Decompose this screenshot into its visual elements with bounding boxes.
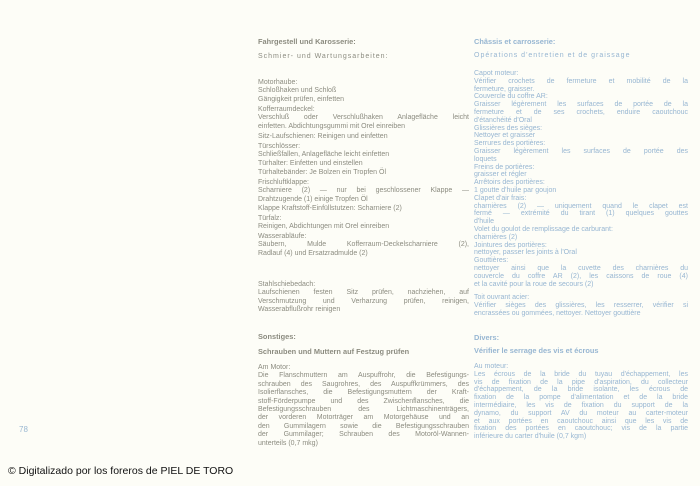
section-heading <box>474 38 688 46</box>
text-line: d'huile <box>474 218 495 226</box>
text-line: den Gummilagern sowie die Befestigungsschrauben <box>258 422 469 430</box>
text-line: Graisser légèrement les surfaces de portée de la <box>474 101 688 109</box>
text-line: Türfalz: <box>258 215 282 222</box>
text-line: Toit ouvrant acier: <box>474 294 530 301</box>
text-line: Wasserabläufe: <box>258 233 307 240</box>
paragraph <box>258 215 469 232</box>
text-line: Isolierflansches, die Befestigungsmuttern der Kraft- <box>258 389 469 397</box>
text-line: Wasserabflußrohr reinigen <box>258 306 341 314</box>
paragraph <box>258 179 469 204</box>
text-line: 1 goutte d'huile par goujon <box>474 186 557 194</box>
text-line: Motorhaube: <box>258 79 298 86</box>
text-line: Verschluß oder Verschlußhaken Anlagefläche leicht <box>258 114 469 122</box>
text-line: Schloßhaken und Schloß <box>258 87 337 95</box>
text-line: Schrauben und Muttern auf Festzug prüfen <box>258 347 410 356</box>
text-line: nettoyer, passer les joints à l'Oral <box>474 249 577 257</box>
text-line: et la cavité pour la roue de secours (2) <box>474 280 594 288</box>
text-line: Arrêtoirs des portières: <box>474 179 545 187</box>
page-number: 78 <box>19 425 28 434</box>
scan-credit: © Digitalizado por los foreros de PIEL DE TORO <box>8 465 234 477</box>
section-heading <box>258 38 469 46</box>
text-line: Klappe Kraftstoff-Einfüllstutzen: Scharniere (2) <box>258 205 402 212</box>
text-line: fixation de la pompe d'alimentation et de la bride <box>474 394 688 402</box>
text-line: Opérations d'entretien et de graissage <box>474 52 631 59</box>
text-line: Schließfallen, Anlagefläche leicht einfetten <box>258 151 390 159</box>
paragraph <box>258 205 469 213</box>
text-line: Capot moteur: <box>474 70 519 77</box>
text-line: Am Motor: <box>258 364 291 371</box>
text-line: Scharniere (2) — nur bei geschlossener Klappe — <box>258 187 469 195</box>
text-line: Vérifier sièges des glissières, les resserrer, vérifier si <box>474 301 688 309</box>
text-line: Befestigungsschrauben des Lichtmaschinenträgers, <box>258 406 469 414</box>
text-line: Couvercle du coffre AR: <box>474 93 548 101</box>
text-line: Sonstiges: <box>258 332 296 341</box>
text-line: fixation des portées en caoutchouc; vis de la partie <box>474 425 688 433</box>
text-line: Clapet d'air frais: <box>474 194 527 202</box>
text-line: Laufschienen festen Sitz prüfen, nachziehen, auf <box>258 289 469 297</box>
section-subtitle <box>258 53 469 61</box>
text-line: et aux portées en caoutchouc ainsi que les vis de <box>474 417 688 425</box>
text-line: Verschmutzung und Verharzung prüfen, reinigen, <box>258 297 469 305</box>
text-line: vis de fixation de la pipe d'aspiration, du collecteur <box>474 378 688 386</box>
text-line: Stahlschiebedach: <box>258 281 316 288</box>
paragraph <box>474 363 688 441</box>
paragraph <box>258 281 469 315</box>
paragraph <box>258 169 469 177</box>
section-subtitle <box>474 52 688 60</box>
text-line: loquets <box>474 155 497 163</box>
text-line: Freins de portières: <box>474 163 535 171</box>
text-line: Jointures des portières: <box>474 241 547 249</box>
paragraph <box>258 233 469 258</box>
text-line: Divers: <box>474 333 500 342</box>
text-line: Kofferraumdeckel: <box>258 106 315 113</box>
paragraph <box>258 79 469 104</box>
text-line: nettoyer ainsi que la cuvette des charnières du <box>474 264 688 272</box>
text-line: der Gummilager; Schrauben des Motoröl-Wannen- <box>258 431 469 439</box>
text-line: stoff-Förderpumpe und des Zwischenflansches, die <box>258 397 469 405</box>
text-line: Gängigkeit prüfen, einfetten <box>258 95 345 103</box>
text-line: Vérifier le serrage des vis et écrous <box>474 346 599 355</box>
text-line: fermeture, graisser. <box>474 85 535 93</box>
paragraph <box>258 160 469 168</box>
text-line: Nettoyer et graisser <box>474 132 536 140</box>
text-line: fermeture et de ses crochets, enduire caoutchouc <box>474 108 688 116</box>
text-line: graisser et régler <box>474 171 527 179</box>
text-line: Türschlösser: <box>258 143 301 150</box>
text-line: Schmier- und Wartungsarbeiten: <box>258 53 389 60</box>
text-line: encrassées ou gommées, nettoyer. Nettoyer gouttière <box>474 309 641 317</box>
section-heading <box>474 334 688 342</box>
text-line: d'étanchéité d'Oral <box>474 116 532 124</box>
text-line: Radlauf (4) und Ersatzradmulde (2) <box>258 249 368 257</box>
text-line: intermédiaire, les vis de fixation du support de la <box>474 401 688 409</box>
text-line: Gouttières: <box>474 257 509 265</box>
text-line: Sitz-Laufschienen: Reinigen und einfetten <box>258 133 388 140</box>
text-line: Serrures des portières: <box>474 140 546 148</box>
paragraph <box>258 364 469 448</box>
section-heading <box>258 333 469 341</box>
text-line: Die Flanschmuttern am Auspuffrohr, die Befestigungs- <box>258 372 469 380</box>
text-line: Drahtzugende (1) einige Tropfen Öl <box>258 195 368 203</box>
text-line: d'échappement, de la bride isolante, les écrous de <box>474 386 688 394</box>
text-line: inférieure du carter d'huile (0,7 kgm) <box>474 433 587 441</box>
text-line: Châssis et carrosserie: <box>474 37 556 46</box>
paragraph <box>258 143 469 160</box>
text-line: Frischluftklappe: <box>258 179 309 186</box>
text-line: Fahrgestell und Karosserie: <box>258 37 356 46</box>
text-line: couvercle du coffre AR (2), les caissons de roue (4) <box>474 272 688 280</box>
paragraph <box>474 70 688 288</box>
text-line: charnières (2) — uniquement quand le clapet est <box>474 202 688 210</box>
text-line: Vérifier crochets de fermeture et mobilité de la <box>474 77 688 85</box>
text-line: dynamo, du support AV du moteur au carter-moteur <box>474 409 688 417</box>
text-line: Reinigen, Abdichtungen mit Orel einreiben <box>258 223 390 231</box>
paragraph <box>258 133 469 141</box>
text-line: Türhalter: Einfetten und einstellen <box>258 160 363 167</box>
text-line: fermé — extrémité du tirant (1) quelques gouttes <box>474 210 688 218</box>
text-line: charnières (2) <box>474 233 518 241</box>
text-line: Volet du goulot de remplissage de carburant: <box>474 225 613 233</box>
text-line: einfetten. Abdichtungsgummi mit Orel einreiben <box>258 122 406 130</box>
text-line: der vorderen Motorträger am Motorgehäuse und an <box>258 414 469 422</box>
text-line: unterteils (0,7 mkg) <box>258 439 318 447</box>
text-line: Türhaltebänder: Je Bolzen ein Tropfen Öl <box>258 169 387 176</box>
section-heading <box>474 347 688 355</box>
section-heading <box>258 348 469 356</box>
text-line: Les écrous de la bride du tuyau d'échappement, les <box>474 370 688 378</box>
text-line: Säubern, Mulde Kofferraum-Deckelscharniere (2), <box>258 241 469 249</box>
text-line: schrauben des Saugrohres, des Auspuffkrümmers, des <box>258 380 469 388</box>
paragraph <box>474 294 688 317</box>
paragraph <box>258 106 469 131</box>
text-line: Au moteur: <box>474 363 509 370</box>
text-line: Glissières des sièges: <box>474 124 543 132</box>
text-line: Graisser légèrement les surfaces de portée des <box>474 147 688 155</box>
